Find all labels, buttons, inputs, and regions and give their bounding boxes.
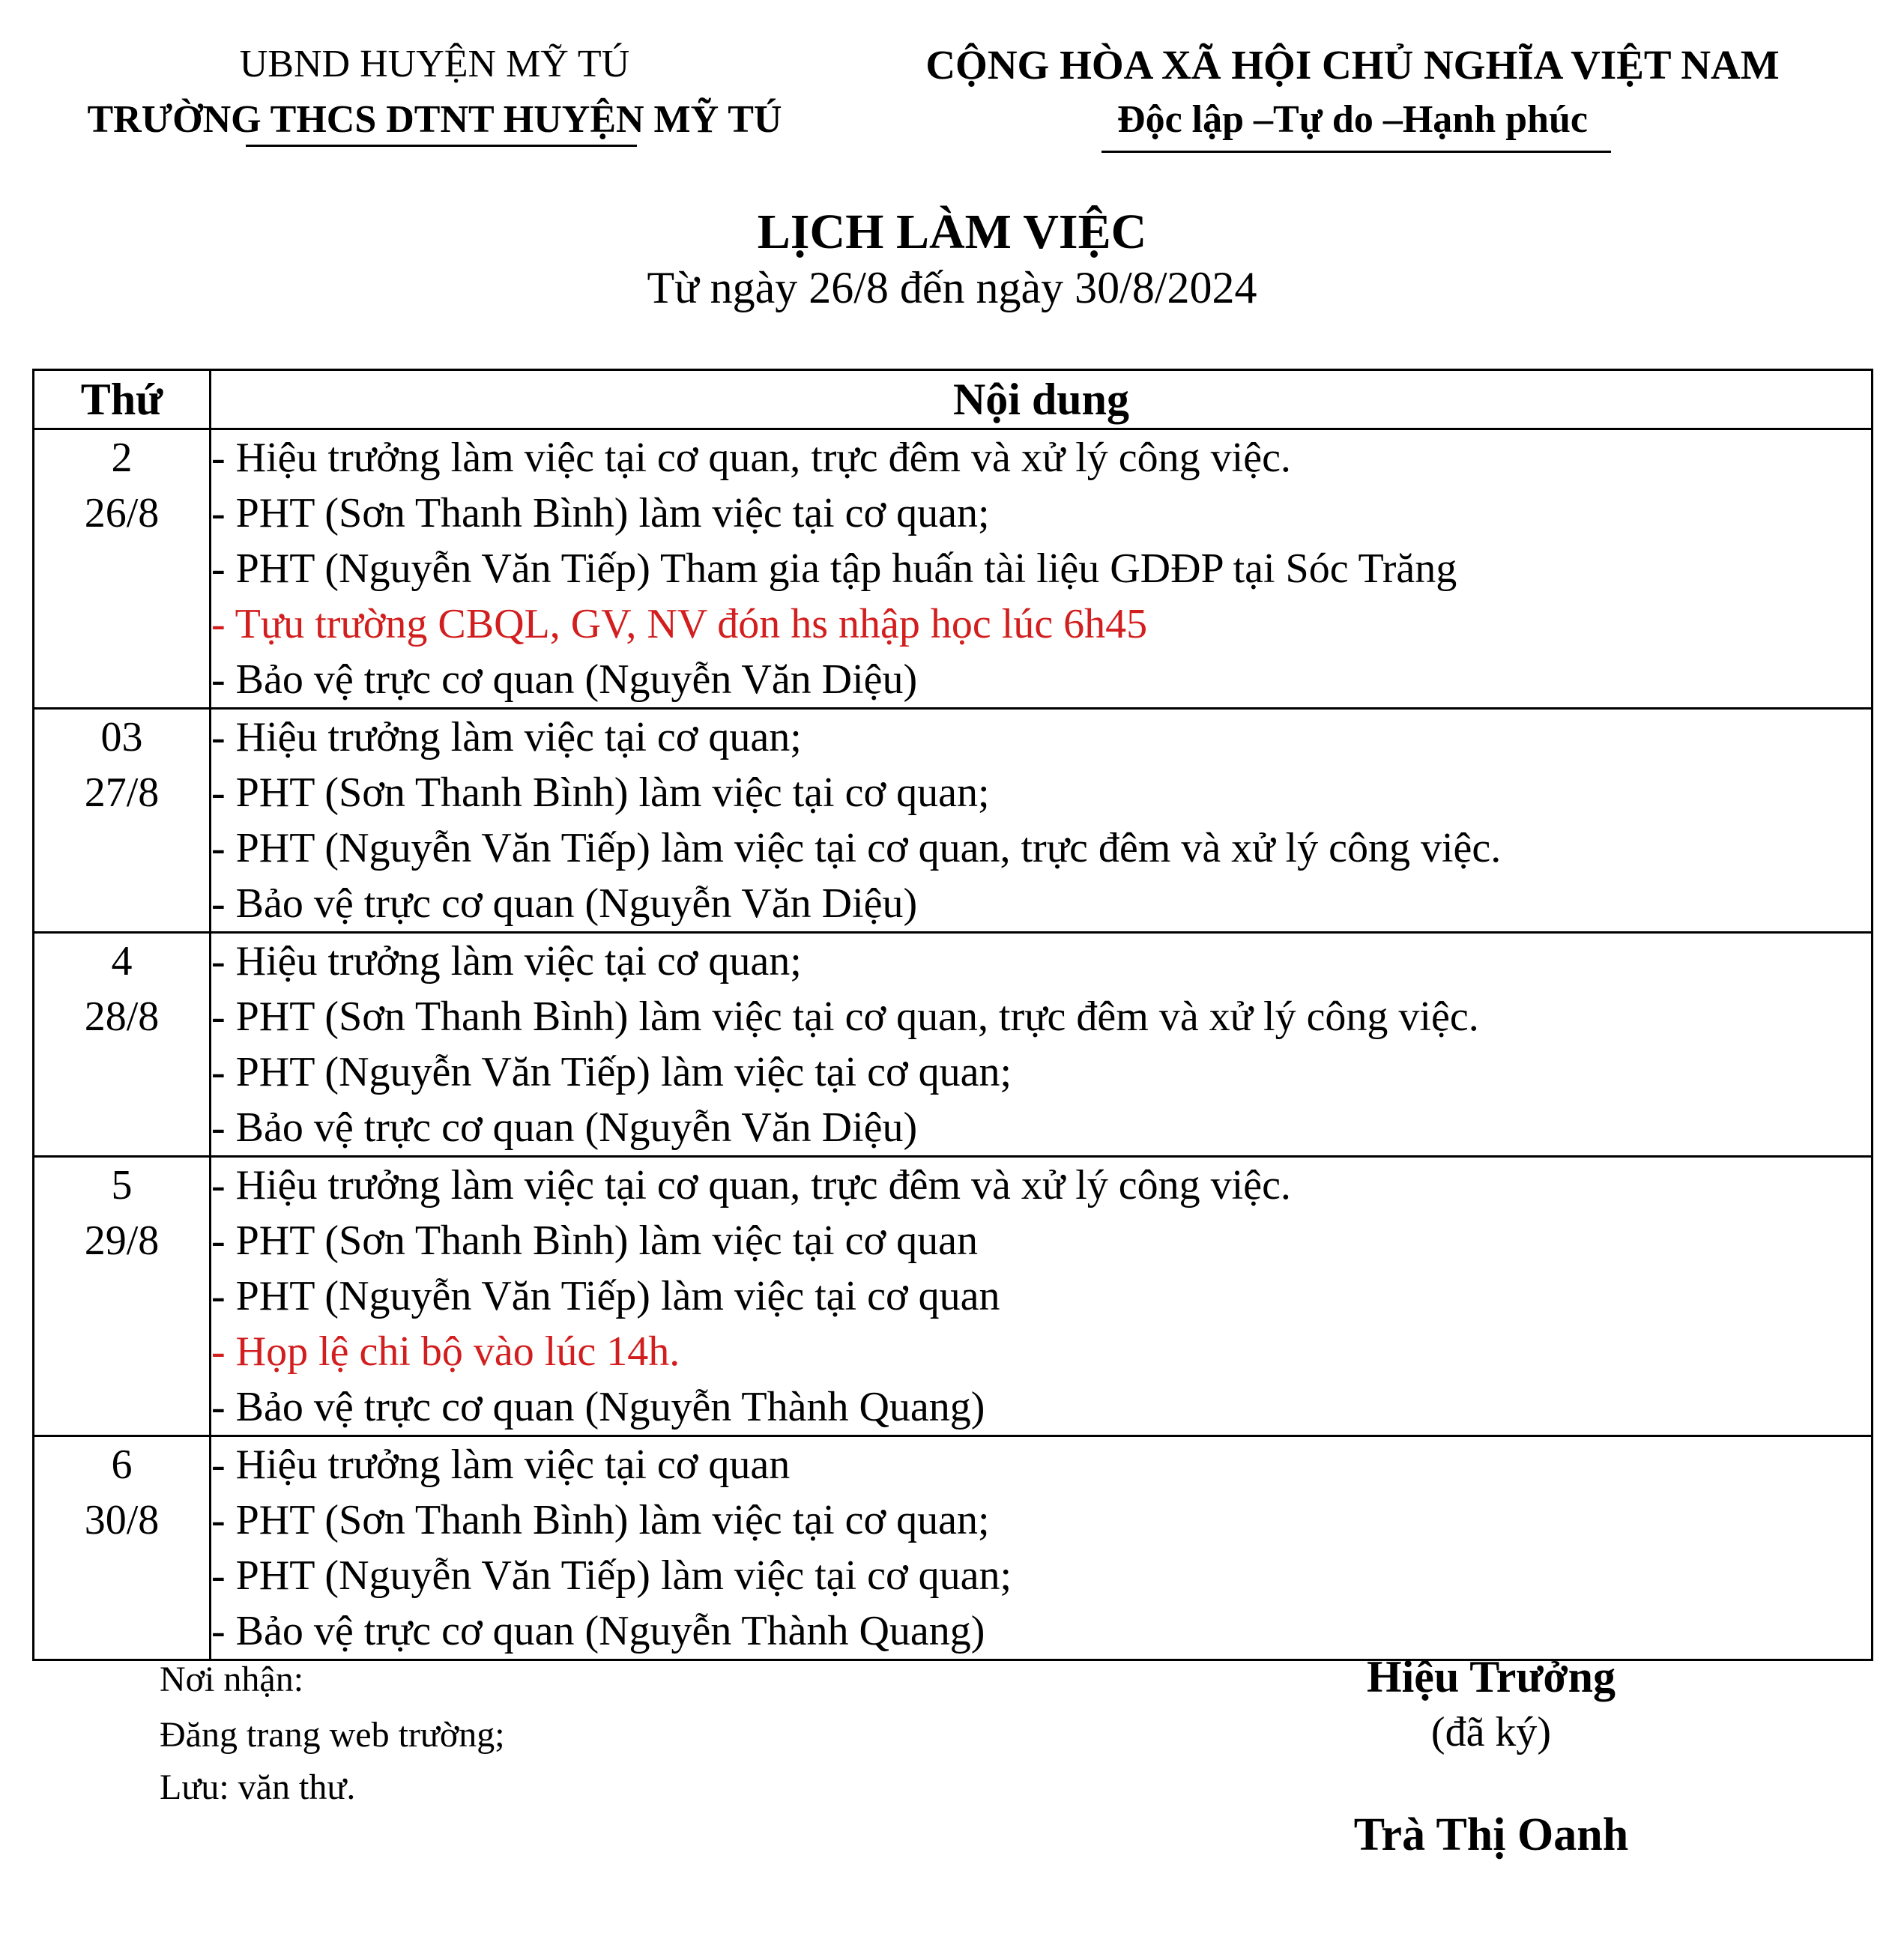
content-cell bbox=[211, 429, 1873, 709]
schedule-item: - Bảo vệ trực cơ quan (Nguyễn Văn Diệu) bbox=[211, 880, 918, 927]
schedule-item: - Bảo vệ trực cơ quan (Nguyễn Thành Quang) bbox=[211, 1384, 985, 1430]
schedule-item: - PHT (Sơn Thanh Bình) làm việc tại cơ quan, trực đêm và xử lý công việc. bbox=[211, 993, 1479, 1040]
day-date: 28/8 bbox=[84, 993, 160, 1040]
table-row bbox=[34, 1157, 1873, 1436]
header-content: Nội dung bbox=[211, 370, 1873, 429]
schedule-item: - Bảo vệ trực cơ quan (Nguyễn Văn Diệu) bbox=[211, 656, 918, 703]
schedule-item: - Hiệu trưởng làm việc tại cơ quan, trực đêm và xử lý công việc. bbox=[211, 1162, 1291, 1208]
school-name: TRƯỜNG THCS DTNT HUYỆN MỸ TÚ bbox=[87, 98, 782, 141]
table-row bbox=[34, 429, 1873, 709]
schedule-body bbox=[34, 429, 1873, 1660]
document-subtitle: Từ ngày 26/8 đến ngày 30/8/2024 bbox=[647, 263, 1257, 312]
schedule-item: - Bảo vệ trực cơ quan (Nguyễn Văn Diệu) bbox=[211, 1104, 918, 1151]
schedule-item: - Hiệu trưởng làm việc tại cơ quan; bbox=[211, 938, 802, 984]
national-title: CỘNG HÒA XÃ HỘI CHỦ NGHĨA VIỆT NAM bbox=[925, 42, 1780, 88]
schedule-item: - Bảo vệ trực cơ quan (Nguyễn Thành Quang) bbox=[211, 1608, 985, 1654]
header-left-underline bbox=[246, 145, 637, 147]
signer-name: Trà Thị Oanh bbox=[1353, 1809, 1629, 1860]
header-day: Thứ bbox=[34, 370, 211, 429]
recipient-item: Đăng trang web trường; bbox=[160, 1715, 505, 1755]
weekday-number: 2 bbox=[111, 435, 133, 481]
schedule-item: - PHT (Sơn Thanh Bình) làm việc tại cơ quan; bbox=[211, 769, 990, 816]
schedule-item-highlight: - Họp lệ chi bộ vào lúc 14h. bbox=[211, 1328, 680, 1375]
signed-note: (đã ký) bbox=[1430, 1709, 1552, 1755]
schedule-item: - PHT (Nguyễn Văn Tiếp) Tham gia tập huấn tài liệu GDĐP tại Sóc Trăng bbox=[211, 545, 1457, 592]
day-date: 29/8 bbox=[84, 1217, 160, 1264]
day-cell bbox=[34, 1436, 211, 1660]
schedule-item: - PHT (Sơn Thanh Bình) làm việc tại cơ quan; bbox=[211, 1497, 990, 1543]
table-header-row bbox=[34, 370, 1873, 429]
schedule-item-highlight: - Tựu trường CBQL, GV, NV đón hs nhập học lúc 6h45 bbox=[211, 601, 1148, 647]
schedule-item: - Hiệu trưởng làm việc tại cơ quan bbox=[211, 1442, 791, 1488]
schedule-item: - PHT (Sơn Thanh Bình) làm việc tại cơ quan; bbox=[211, 490, 990, 536]
schedule-item: - PHT (Nguyễn Văn Tiếp) làm việc tại cơ quan, trực đêm và xử lý công việc. bbox=[211, 825, 1502, 871]
content-cell bbox=[211, 709, 1873, 933]
content-cell bbox=[211, 933, 1873, 1157]
table-row bbox=[34, 709, 1873, 933]
national-motto: Độc lập –Tự do –Hạnh phúc bbox=[1117, 98, 1588, 141]
recipients-label: Nơi nhận: bbox=[160, 1660, 304, 1699]
day-date: 30/8 bbox=[84, 1497, 160, 1543]
day-cell bbox=[34, 429, 211, 709]
signer-title: Hiệu Trưởng bbox=[1366, 1652, 1616, 1701]
weekday-number: 5 bbox=[111, 1162, 133, 1208]
header-right-underline bbox=[1101, 151, 1611, 153]
schedule-item: - PHT (Nguyễn Văn Tiếp) làm việc tại cơ quan; bbox=[211, 1552, 1012, 1599]
schedule-item: - Hiệu trưởng làm việc tại cơ quan, trực đêm và xử lý công việc. bbox=[211, 435, 1291, 481]
weekday-number: 6 bbox=[111, 1442, 133, 1488]
content-cell bbox=[211, 1436, 1873, 1660]
day-cell bbox=[34, 933, 211, 1157]
schedule-table bbox=[32, 369, 1873, 1661]
schedule-item: - Hiệu trưởng làm việc tại cơ quan; bbox=[211, 714, 802, 760]
weekday-number: 03 bbox=[100, 714, 143, 760]
schedule-item: - PHT (Nguyễn Văn Tiếp) làm việc tại cơ quan bbox=[211, 1273, 1000, 1319]
weekday-number: 4 bbox=[111, 938, 133, 984]
table-row bbox=[34, 1436, 1873, 1660]
day-date: 27/8 bbox=[84, 769, 160, 816]
day-cell bbox=[34, 1157, 211, 1436]
day-cell bbox=[34, 709, 211, 933]
table-row bbox=[34, 933, 1873, 1157]
schedule-item: - PHT (Nguyễn Văn Tiếp) làm việc tại cơ quan; bbox=[211, 1049, 1012, 1095]
recipient-item: Lưu: văn thư. bbox=[160, 1767, 356, 1807]
agency-name: UBND HUYỆN MỸ TÚ bbox=[239, 43, 630, 85]
day-date: 26/8 bbox=[84, 490, 160, 536]
content-cell bbox=[211, 1157, 1873, 1436]
document-title: LỊCH LÀM VIỆC bbox=[757, 205, 1147, 259]
schedule-item: - PHT (Sơn Thanh Bình) làm việc tại cơ quan bbox=[211, 1217, 978, 1264]
